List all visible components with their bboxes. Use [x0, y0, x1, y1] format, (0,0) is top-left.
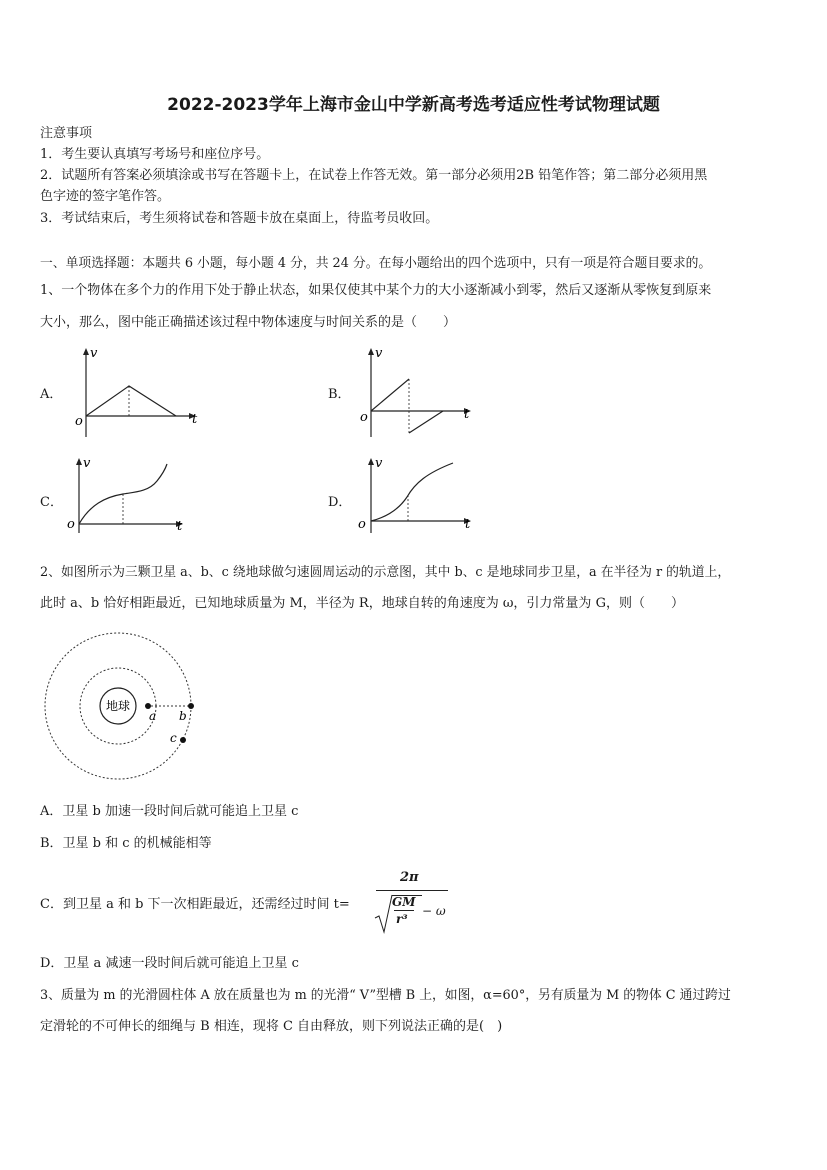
notice-item-1: 1．考生要认真填写考场号和座位序号。 — [40, 147, 270, 162]
inner-fraction-bar — [394, 910, 414, 911]
origin-label: o — [75, 414, 83, 429]
q2-option-d: D．卫星 a 减速一段时间后就可能追上卫星 c — [40, 956, 299, 971]
notice-item-3: 3．考试结束后，考生须将试卷和答题卡放在桌面上，待监考员收回。 — [40, 211, 439, 226]
fraction-bar — [376, 890, 448, 891]
axis-t-label: t — [192, 412, 198, 427]
satellite-b-dot — [188, 703, 194, 709]
axis-v-label: v — [375, 346, 383, 361]
q1-stem-line2: 大小，那么，图中能正确描述该过程中物体速度与时间关系的是（ ） — [40, 315, 457, 330]
axis-t-label: t — [177, 519, 183, 534]
satellite-a-label: a — [149, 709, 157, 723]
notice-item-2: 2．试题所有答案必须填涂或书写在答题卡上，在试卷上作答无效。第一部分必须用2B 铅笔作答；第二部分必须用黑 — [40, 168, 708, 183]
axis-t-label: t — [464, 407, 470, 422]
formula-omega: − ω — [422, 904, 446, 918]
q3-stem-line2: 定滑轮的不可伸长的细绳与 B 相连，现将 C 自由释放，则下列说法正确的是( ) — [40, 1019, 503, 1034]
q1-option-b-label: B． — [328, 387, 351, 402]
q2-option-a: A．卫星 b 加速一段时间后就可能追上卫星 c — [40, 804, 299, 819]
q1-graph-c — [65, 455, 195, 535]
section-header: 一、单项选择题：本题共 6 小题，每小题 4 分，共 24 分。在每小题给出的四个选项中，只有一项是符合题目要求的。 — [40, 256, 712, 271]
axis-t-label: t — [465, 517, 471, 532]
axis-v-label: v — [375, 456, 383, 471]
q2-stem-line2: 此时 a、b 恰好相距最近，已知地球质量为 M，半径为 R，地球自转的角速度为 ω，引力常量为 G，则（ ） — [40, 596, 684, 611]
axis-v-label: v — [83, 456, 91, 471]
q1-graph-d — [355, 455, 485, 535]
q1-graph-a — [70, 345, 200, 440]
q1-option-d-label: D． — [328, 495, 352, 510]
formula-numerator: 2π — [400, 870, 419, 885]
satellite-b-label: b — [179, 709, 187, 723]
q2-option-b: B．卫星 b 和 c 的机械能相等 — [40, 836, 212, 851]
origin-label: o — [358, 517, 366, 532]
q3-stem-line1: 3、质量为 m 的光滑圆柱体 A 放在质量也为 m 的光滑“ V”型槽 B 上，如图，α=60°，另有质量为 M 的物体 C 通过跨过 — [40, 988, 731, 1003]
q2-option-c-formula — [370, 868, 450, 938]
axis-v-label: v — [90, 346, 98, 361]
q2-stem-line1: 2、如图所示为三颗卫星 a、b、c 绕地球做匀速圆周运动的示意图，其中 b、c 是地球同步卫星，a 在半径为 r 的轨道上， — [40, 565, 731, 580]
q1-stem-line1: 1、一个物体在多个力的作用下处于静止状态，如果仅使其中某个力的大小逐渐减小到零，然后又逐渐从零恢复到原来 — [40, 283, 712, 298]
notice-heading: 注意事项 — [40, 126, 93, 141]
formula-r3: r³ — [396, 912, 408, 926]
satellite-c-dot — [180, 737, 186, 743]
q1-option-c-label: C． — [40, 495, 63, 510]
q2-orbit-diagram — [38, 632, 198, 782]
origin-label: o — [67, 517, 75, 532]
q1-option-a-label: A． — [40, 387, 63, 402]
earth-label: 地球 — [106, 699, 131, 713]
sqrt-sign — [374, 894, 394, 934]
satellite-c-label: c — [170, 731, 177, 745]
q2-option-c-text: C．到卫星 a 和 b 下一次相距最近，还需经过时间 t= — [40, 897, 350, 912]
origin-label: o — [360, 410, 368, 425]
q1-graph-b — [355, 345, 485, 440]
page-title: 2022-2023学年上海市金山中学新高考选考适应性考试物理试题 — [167, 95, 660, 115]
notice-item-2-cont: 色字迹的签字笔作答。 — [40, 189, 171, 204]
formula-gm: GM — [392, 895, 416, 909]
